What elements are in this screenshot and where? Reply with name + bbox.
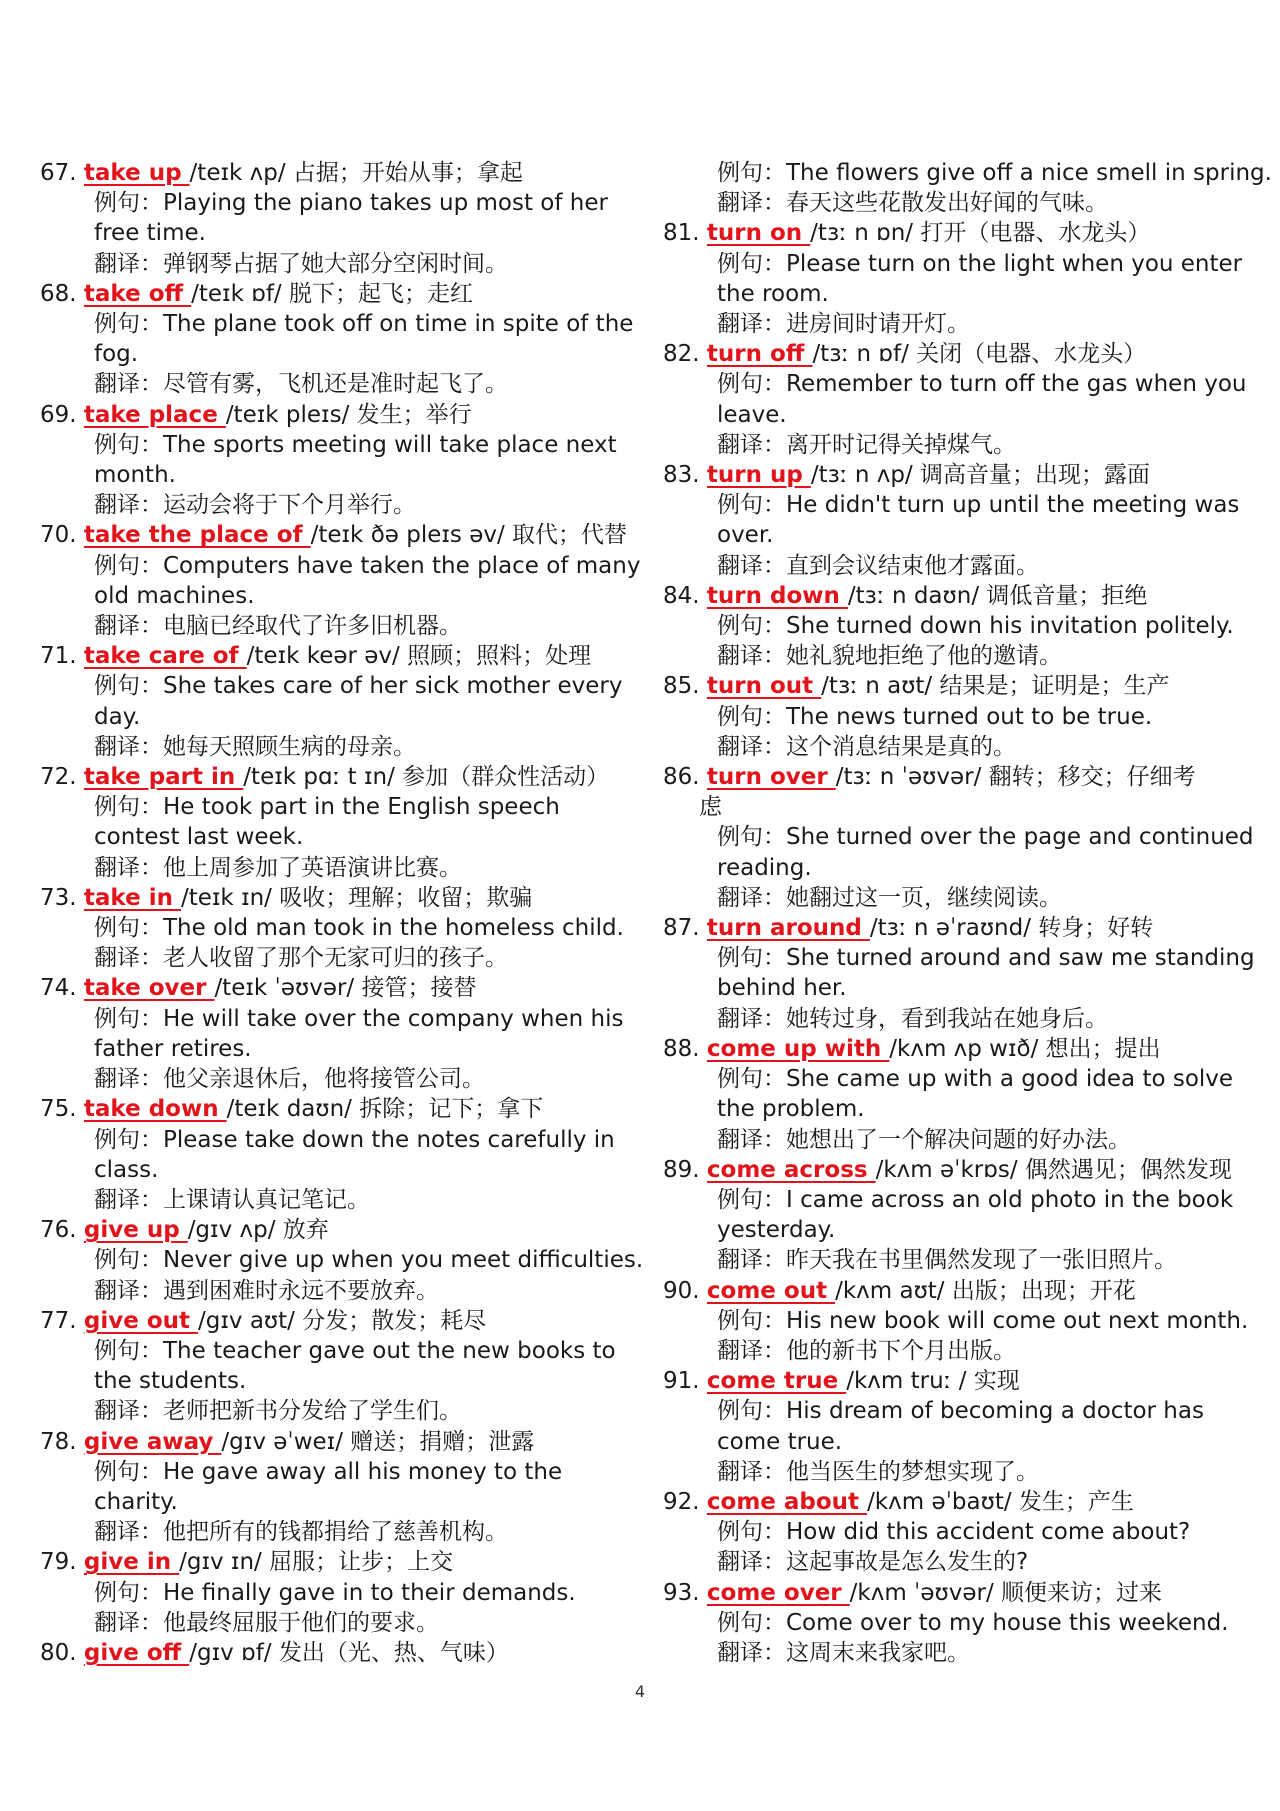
entry-headline xyxy=(40,1306,640,1336)
entry-number: 74. xyxy=(40,975,77,1002)
phonetic: /gɪv ɒf/ xyxy=(189,1639,272,1666)
phonetic: /kʌm əˈkrɒs/ xyxy=(875,1156,1018,1183)
entry-headline xyxy=(40,400,640,430)
phrase: give in xyxy=(83,1549,180,1576)
translation: 翻译：尽管有雾，飞机还是准时起飞了。 xyxy=(94,371,508,398)
example-sentence: 例句：Remember to turn off the gas when you xyxy=(717,371,1247,398)
phrase-entry xyxy=(663,1487,1263,1578)
phrase-entry xyxy=(40,158,640,279)
entry-number: 76. xyxy=(40,1217,77,1244)
translation: 翻译：春天这些花散发出好闻的气味。 xyxy=(717,190,1108,217)
phrase-entry xyxy=(663,762,1263,913)
entry-headline xyxy=(663,339,1263,369)
meaning: 实现 xyxy=(966,1368,1020,1395)
phrase: turn up xyxy=(706,462,811,489)
meaning: 发出（光、热、气味） xyxy=(271,1639,509,1666)
entry-number: 88. xyxy=(663,1035,700,1062)
example-continuation: month. xyxy=(94,462,176,489)
entry-headline xyxy=(663,1034,1263,1064)
meaning: 翻转；移交；仔细考 xyxy=(981,764,1196,791)
phonetic: /kʌm truː / xyxy=(846,1368,967,1395)
phrase-entry xyxy=(40,1215,644,1306)
entry-number: 75. xyxy=(40,1096,77,1123)
phonetic: /kʌm əˈbaʊt/ xyxy=(867,1488,1012,1515)
translation: 翻译：他把所有的钱都捐给了慈善机构。 xyxy=(94,1519,508,1546)
meaning: 调高音量；出现；露面 xyxy=(912,462,1151,489)
meaning: 接管；接替 xyxy=(354,975,477,1002)
meaning: 吸收；理解；收留；欺骗 xyxy=(271,884,533,911)
meaning: 顺便来访；过来 xyxy=(993,1579,1163,1606)
meaning: 占据；开始从事；拿起 xyxy=(285,160,523,186)
entry-number: 87. xyxy=(663,915,700,942)
phrase: take off xyxy=(83,280,192,307)
phonetic: /teɪk daʊn/ xyxy=(226,1096,352,1123)
translation: 翻译：她礼貌地拒绝了他的邀请。 xyxy=(717,643,1062,670)
example-continuation: charity. xyxy=(94,1488,178,1515)
example-continuation: fog. xyxy=(94,341,139,368)
phonetic: /tɜː n ɒf/ xyxy=(812,341,909,368)
phrase-entry xyxy=(663,218,1263,339)
phonetic: /gɪv ɪn/ xyxy=(179,1549,262,1576)
phrase: give off xyxy=(83,1639,190,1666)
phrase: come across xyxy=(706,1156,876,1183)
page-number: 4 xyxy=(634,1682,646,1701)
phonetic: /tɜː n ɒn/ xyxy=(810,220,914,247)
meaning: 放弃 xyxy=(275,1217,329,1244)
example-sentence: 例句：She came up with a good idea to solve xyxy=(717,1066,1234,1093)
entry-headline xyxy=(663,1155,1263,1185)
example-sentence: 例句：She turned down his invitation politely. xyxy=(717,613,1234,640)
example-continuation: reading. xyxy=(717,854,812,881)
example-sentence: 例句：He gave away all his money to the xyxy=(94,1458,563,1485)
entry-number: 68. xyxy=(40,280,77,307)
phrase-entry xyxy=(663,1034,1263,1155)
example-continuation: father retires. xyxy=(94,1035,252,1062)
phrase-entry xyxy=(40,1094,640,1215)
phrase: come out xyxy=(706,1277,836,1304)
entry-headline xyxy=(40,158,640,188)
translation: 翻译：她每天照顾生病的母亲。 xyxy=(94,733,416,760)
phrase: come over xyxy=(706,1579,850,1606)
entry-number: 90. xyxy=(663,1277,700,1304)
translation: 翻译：老人收留了那个无家可归的孩子。 xyxy=(94,945,508,972)
example-sentence: 例句：His new book will come out next month. xyxy=(717,1307,1249,1334)
phonetic: /kʌm aʊt/ xyxy=(835,1277,945,1304)
entry-number: 78. xyxy=(40,1428,77,1455)
phrase: give away xyxy=(83,1428,222,1455)
meaning: 拆除；记下；拿下 xyxy=(351,1096,544,1123)
entry-number: 86. xyxy=(663,764,700,791)
example-sentence: 例句：His dream of becoming a doctor has xyxy=(717,1398,1204,1425)
entry-number: 91. xyxy=(663,1368,700,1395)
example-sentence: 例句：The teacher gave out the new books to xyxy=(94,1337,616,1364)
translation: 翻译：这个消息结果是真的。 xyxy=(717,733,1016,760)
translation: 翻译：这周末来我家吧。 xyxy=(717,1639,970,1666)
translation: 翻译：直到会议结束他才露面。 xyxy=(717,552,1039,579)
phrase: take part in xyxy=(83,764,244,791)
entry-number: 83. xyxy=(663,462,700,489)
example-sentence: 例句：Computers have taken the place of many xyxy=(94,552,641,579)
translation: 翻译：昨天我在书里偶然发现了一张旧照片。 xyxy=(717,1247,1177,1274)
entry-number: 69. xyxy=(40,401,77,428)
example-sentence: 例句：Please turn on the light when you enter xyxy=(717,250,1243,277)
meaning: 结果是；证明是；生产 xyxy=(932,673,1170,700)
phrase-entry xyxy=(40,883,640,974)
translation: 翻译：他的新书下个月出版。 xyxy=(717,1337,1016,1364)
translation: 翻译：运动会将于下个月举行。 xyxy=(94,492,416,519)
meaning: 脱下；起飞；走红 xyxy=(281,280,473,307)
example-sentence: 例句：Playing the piano takes up most of her xyxy=(94,190,608,217)
example-sentence: 例句：Never give up when you meet difficulties. xyxy=(94,1247,644,1274)
example-continuation: leave. xyxy=(717,401,787,428)
right-column xyxy=(663,158,1272,1668)
meaning-continuation: 虑 xyxy=(699,794,722,821)
phonetic: /teɪk ˈəʊvər/ xyxy=(214,975,355,1002)
phrase-entry xyxy=(40,1427,640,1548)
entry-number: 80. xyxy=(40,1639,77,1666)
phrase-entry xyxy=(40,1638,640,1668)
phonetic: /teɪk keər əv/ xyxy=(246,643,400,670)
entry-number: 93. xyxy=(663,1579,700,1606)
entry-headline xyxy=(663,1366,1263,1396)
entry-number: 72. xyxy=(40,764,77,791)
entry-headline xyxy=(40,1215,640,1245)
entry-headline xyxy=(663,218,1263,248)
entry-headline xyxy=(40,883,640,913)
phrase: turn over xyxy=(706,764,836,791)
example-sentence: 例句：He didn't turn up until the meeting was xyxy=(717,492,1240,519)
phrase: take down xyxy=(83,1096,227,1123)
entry-number: 82. xyxy=(663,341,700,368)
translation: 翻译：离开时记得关掉煤气。 xyxy=(717,431,1016,458)
phrase-entry xyxy=(663,671,1263,762)
entry-headline xyxy=(663,762,1263,792)
phrase-entry xyxy=(40,973,640,1094)
entry-number: 84. xyxy=(663,582,700,609)
meaning: 参加（群众性活动） xyxy=(394,764,610,791)
phrase: come up with xyxy=(706,1035,890,1062)
phonetic: /tɜː n daʊn/ xyxy=(847,582,980,609)
phonetic: /gɪv ʌp/ xyxy=(187,1217,276,1244)
example-continuation: behind her. xyxy=(717,975,847,1002)
example-sentence: 例句：She takes care of her sick mother every xyxy=(94,673,623,700)
example-sentence: 例句：How did this accident come about? xyxy=(717,1519,1191,1546)
phonetic: /tɜː n ˈəʊvər/ xyxy=(835,764,982,791)
phonetic: /gɪv əˈweɪ/ xyxy=(221,1428,343,1455)
entry-headline xyxy=(663,671,1263,701)
phrase: turn around xyxy=(706,915,870,942)
phrase-entry xyxy=(40,641,640,762)
phrase-entry xyxy=(40,1547,640,1638)
entry-headline xyxy=(663,1578,1263,1608)
phrase-entry xyxy=(663,1155,1263,1276)
phrase-entry xyxy=(663,1276,1263,1367)
example-continuation: day. xyxy=(94,703,141,730)
phonetic: /teɪk pɑː t ɪn/ xyxy=(243,764,395,791)
entry-headline xyxy=(40,762,640,792)
translation: 翻译：他当医生的梦想实现了。 xyxy=(717,1458,1039,1485)
example-sentence: 例句：The old man took in the homeless child. xyxy=(94,915,624,942)
phrase: take up xyxy=(83,160,190,186)
entry-number: 71. xyxy=(40,643,77,670)
entry-headline xyxy=(40,1547,640,1577)
entry-number: 70. xyxy=(40,522,77,549)
entry-continuation xyxy=(663,158,1272,218)
translation: 翻译：她想出了一个解决问题的好办法。 xyxy=(717,1126,1131,1153)
phrase: turn down xyxy=(706,582,848,609)
phrase: come about xyxy=(706,1488,868,1515)
meaning: 想出；提出 xyxy=(1038,1035,1161,1062)
entry-number: 92. xyxy=(663,1488,700,1515)
phonetic: /tɜː n əˈraʊnd/ xyxy=(869,915,1031,942)
entry-headline xyxy=(663,1487,1263,1517)
example-continuation: come true. xyxy=(717,1428,843,1455)
phrase-entry xyxy=(40,279,640,400)
meaning: 调低音量；拒绝 xyxy=(979,582,1148,609)
example-sentence: 例句：The plane took off on time in spite of the xyxy=(94,311,634,338)
example-continuation: free time. xyxy=(94,220,206,247)
meaning: 赠送；捐赠；泄露 xyxy=(342,1428,535,1455)
example-sentence: 例句：She turned around and saw me standing xyxy=(717,945,1255,972)
meaning: 取代；代替 xyxy=(504,522,628,549)
phrase-entry xyxy=(40,762,640,883)
example-sentence: 例句：Please take down the notes carefully in xyxy=(94,1126,615,1153)
translation: 翻译：这起事故是怎么发生的? xyxy=(717,1549,1029,1576)
meaning: 照顾；照料；处理 xyxy=(399,643,592,670)
example-sentence: 例句：I came across an old photo in the book xyxy=(717,1186,1234,1213)
translation: 翻译：弹钢琴占据了她大部分空闲时间。 xyxy=(94,250,508,277)
meaning: 关闭（电器、水龙头） xyxy=(908,341,1147,368)
entry-headline xyxy=(40,520,640,550)
meaning: 出版；出现；开花 xyxy=(944,1277,1136,1304)
entry-headline xyxy=(40,1094,640,1124)
translation: 翻译：上课请认真记笔记。 xyxy=(94,1186,370,1213)
phonetic: /teɪk ðə pleɪs əv/ xyxy=(310,522,505,549)
entry-headline xyxy=(663,460,1263,490)
entry-headline xyxy=(40,641,640,671)
entry-headline xyxy=(663,581,1263,611)
entry-headline xyxy=(40,973,640,1003)
example-sentence: 例句：She turned over the page and continued xyxy=(717,824,1254,851)
phonetic: /teɪk ɒf/ xyxy=(191,280,282,307)
example-continuation: yesterday. xyxy=(717,1217,836,1244)
translation: 翻译：他父亲退休后，他将接管公司。 xyxy=(94,1066,485,1093)
phrase-entry xyxy=(40,1306,640,1427)
translation: 翻译：她翻过这一页，继续阅读。 xyxy=(717,884,1062,911)
example-continuation: the problem. xyxy=(717,1096,865,1123)
example-continuation: over. xyxy=(717,522,774,549)
phrase: come true xyxy=(706,1368,847,1395)
example-continuation: the students. xyxy=(94,1368,247,1395)
example-sentence: 例句：He will take over the company when his xyxy=(94,1005,624,1032)
entry-headline xyxy=(663,913,1263,943)
phrase: take in xyxy=(83,884,181,911)
phrase: turn out xyxy=(706,673,822,700)
phonetic: /kʌm ʌp wɪð/ xyxy=(889,1035,1039,1062)
example-continuation: the room. xyxy=(717,280,829,307)
meaning: 发生；举行 xyxy=(349,401,472,428)
entry-number: 81. xyxy=(663,220,700,247)
translation: 翻译：遇到困难时永远不要放弃。 xyxy=(94,1277,439,1304)
phrase-entry xyxy=(663,1366,1263,1487)
phonetic: /teɪk ɪn/ xyxy=(180,884,272,911)
translation: 翻译：进房间时请开灯。 xyxy=(717,311,970,338)
meaning: 转身；好转 xyxy=(1030,915,1154,942)
entry-number: 89. xyxy=(663,1156,700,1183)
phrase: take the place of xyxy=(83,522,311,549)
phonetic: /teɪk pleɪs/ xyxy=(225,401,350,428)
phrase: turn on xyxy=(706,220,811,247)
phonetic: /gɪv aʊt/ xyxy=(198,1307,295,1334)
meaning: 屈服；让步；上交 xyxy=(261,1549,454,1576)
phrase-entry xyxy=(40,520,640,641)
example-continuation: class. xyxy=(94,1156,159,1183)
example-continuation: old machines. xyxy=(94,582,255,609)
phrase-entry xyxy=(40,400,640,521)
translation: 翻译：他最终屈服于他们的要求。 xyxy=(94,1609,439,1636)
example-sentence: 例句：The flowers give off a nice smell in spring. xyxy=(717,160,1272,186)
entry-number: 73. xyxy=(40,884,77,911)
phonetic: /tɜː n ʌp/ xyxy=(810,462,913,489)
entry-headline xyxy=(40,279,640,309)
example-continuation: contest last week. xyxy=(94,824,304,851)
phrase-entry xyxy=(663,339,1263,460)
phrase: take care of xyxy=(83,643,247,670)
example-sentence: 例句：He finally gave in to their demands. xyxy=(94,1579,576,1606)
entry-headline xyxy=(663,1276,1263,1306)
phrase: take place xyxy=(83,401,226,428)
phrase: give up xyxy=(83,1217,188,1244)
entry-number: 79. xyxy=(40,1549,77,1576)
phonetic: /tɜː n aʊt/ xyxy=(821,673,933,700)
meaning: 发生；产生 xyxy=(1011,1488,1134,1515)
phrase: take over xyxy=(83,975,215,1002)
example-sentence: 例句：He took part in the English speech xyxy=(94,794,560,821)
left-column xyxy=(40,158,644,1668)
example-sentence: 例句：Come over to my house this weekend. xyxy=(717,1609,1229,1636)
entry-number: 77. xyxy=(40,1307,77,1334)
translation: 翻译：他上周参加了英语演讲比赛。 xyxy=(94,854,462,881)
phrase-entry xyxy=(663,913,1263,1034)
entry-headline xyxy=(40,1638,640,1668)
translation: 翻译：她转过身，看到我站在她身后。 xyxy=(717,1005,1108,1032)
example-sentence: 例句：The news turned out to be true. xyxy=(717,703,1153,730)
entry-number: 85. xyxy=(663,673,700,700)
meaning: 偶然遇见；偶然发现 xyxy=(1017,1156,1232,1183)
translation: 翻译：电脑已经取代了许多旧机器。 xyxy=(94,613,462,640)
phrase-entry xyxy=(663,581,1263,672)
phrase-entry xyxy=(663,460,1263,581)
phrase: give out xyxy=(83,1307,199,1334)
phrase-entry xyxy=(663,1578,1263,1669)
meaning: 打开（电器、水龙头） xyxy=(913,220,1151,247)
meaning: 分发；散发；耗尽 xyxy=(294,1307,487,1334)
phonetic: /kʌm ˈəʊvər/ xyxy=(849,1579,994,1606)
phonetic: /teɪk ʌp/ xyxy=(189,160,286,186)
translation: 翻译：老师把新书分发给了学生们。 xyxy=(94,1398,462,1425)
phrase: turn off xyxy=(706,341,813,368)
entry-headline xyxy=(40,1427,640,1457)
entry-number: 67. xyxy=(40,160,77,186)
example-sentence: 例句：The sports meeting will take place next xyxy=(94,431,617,458)
